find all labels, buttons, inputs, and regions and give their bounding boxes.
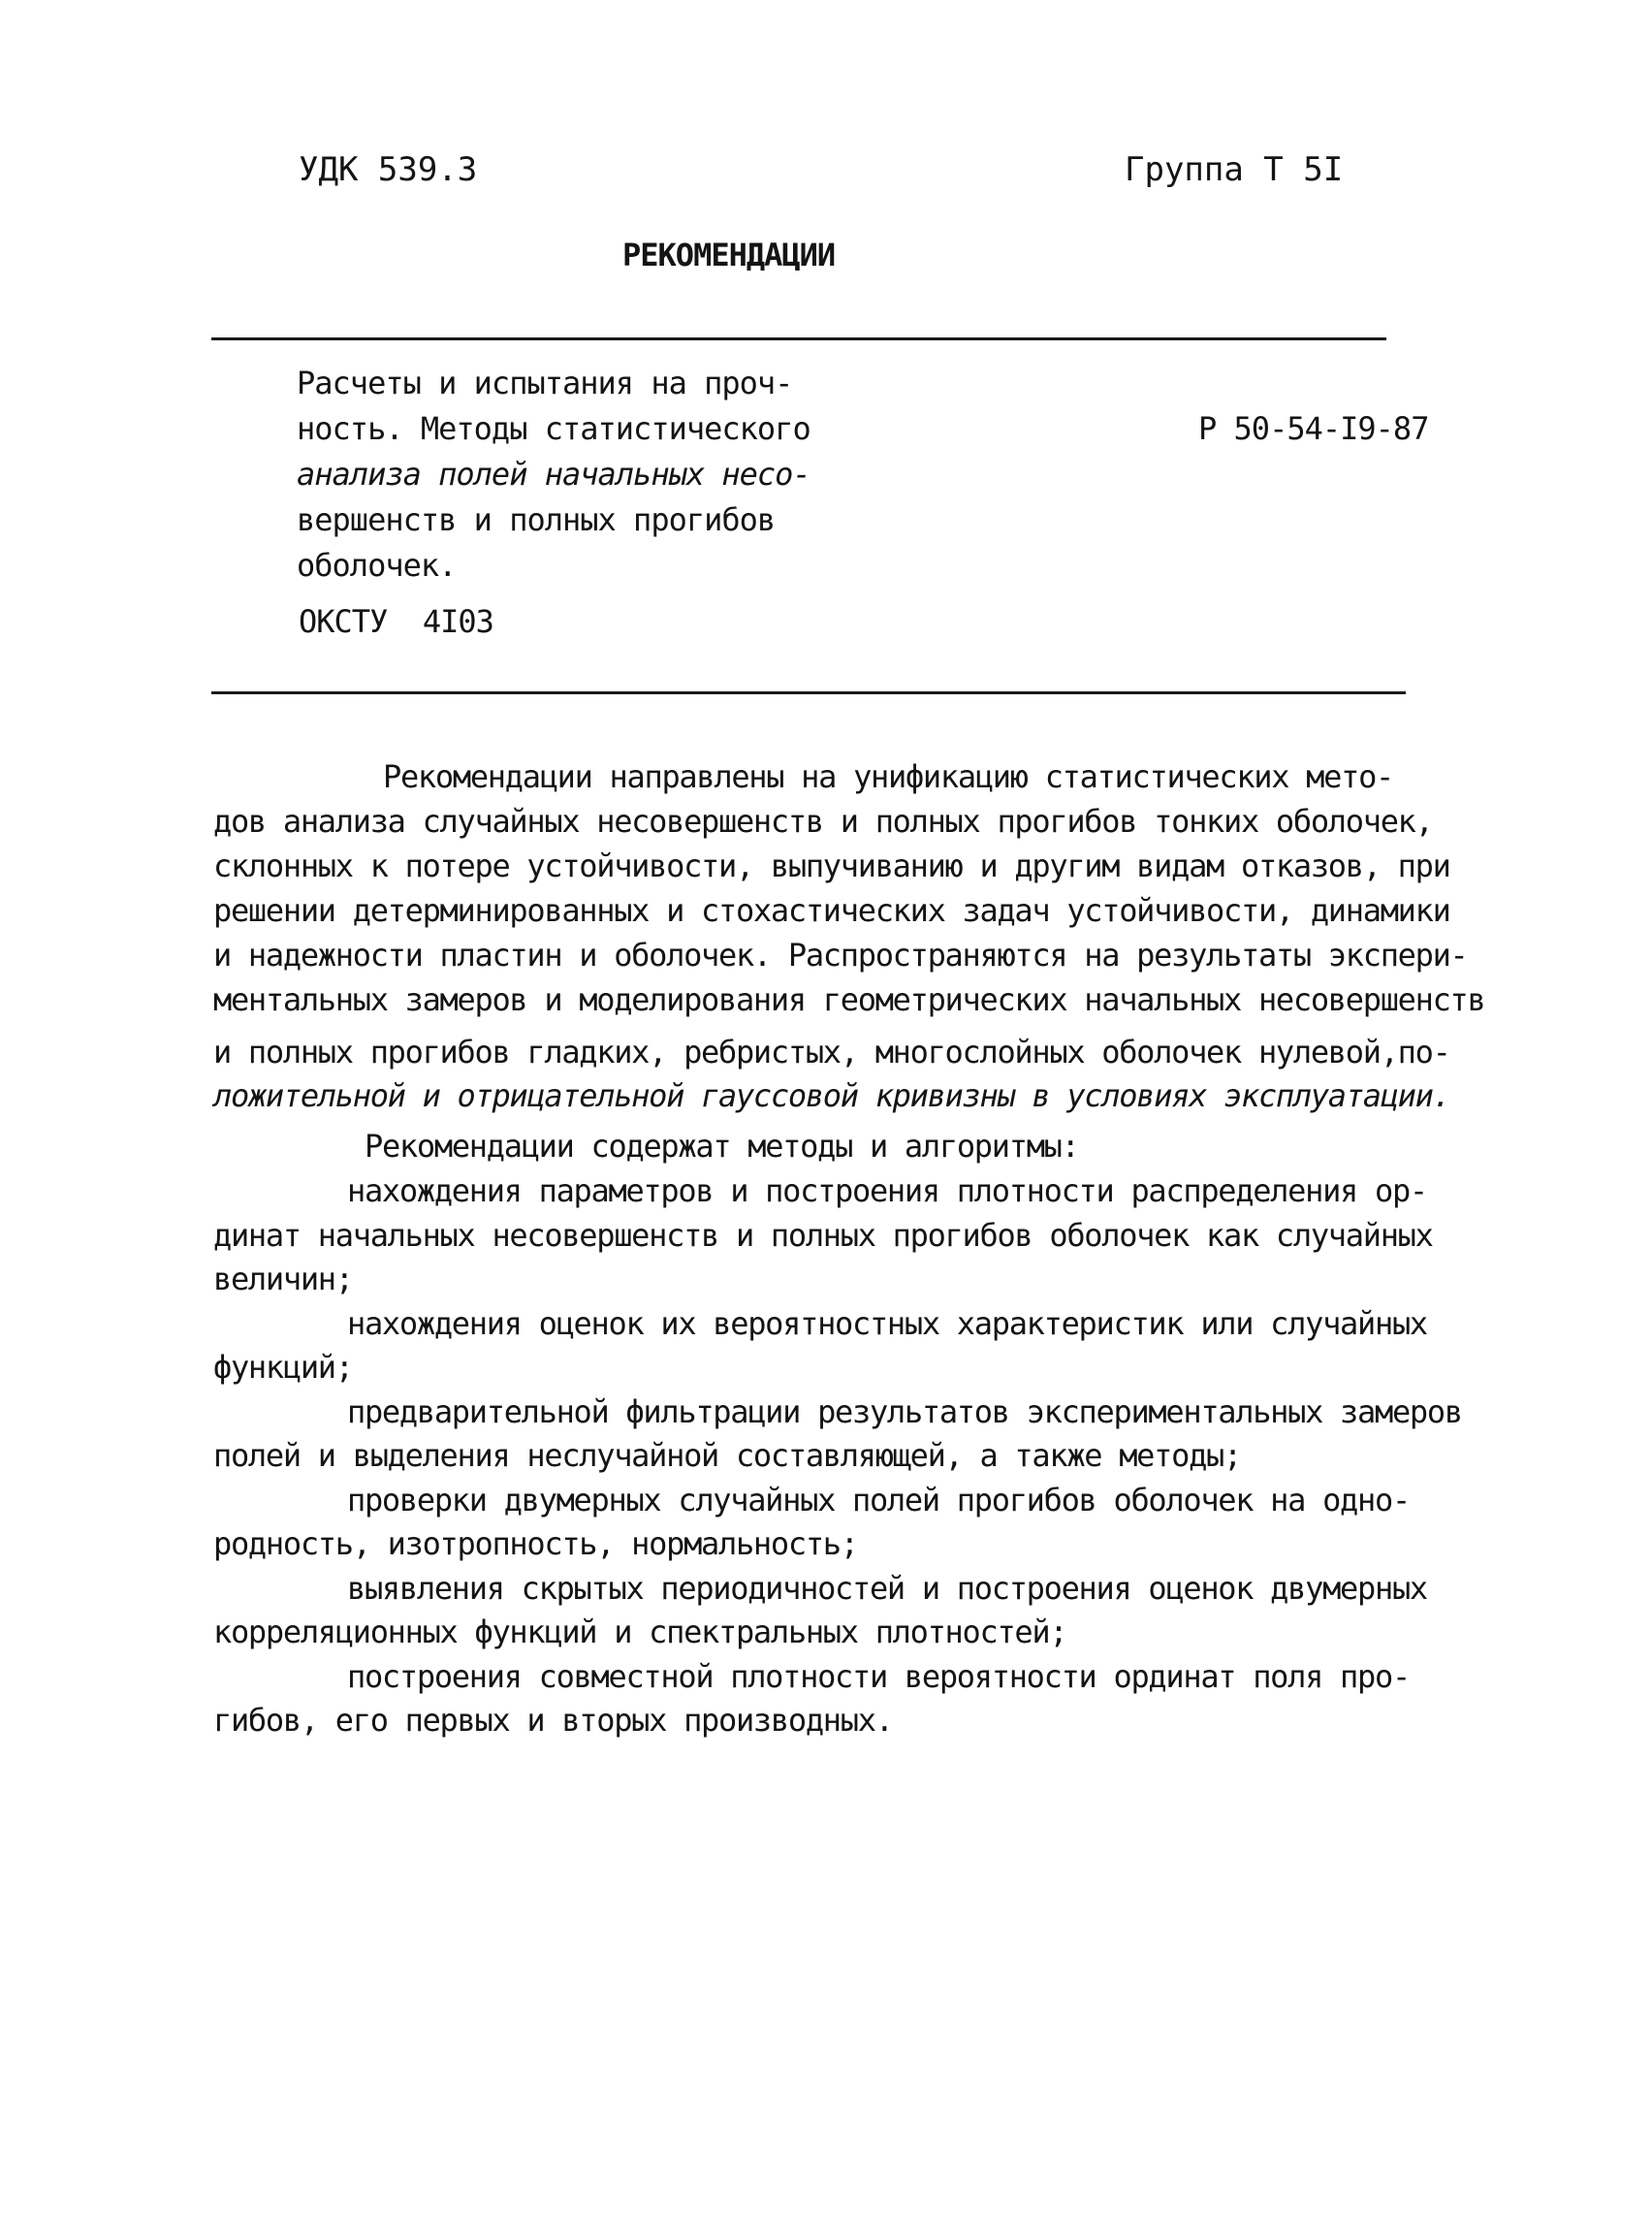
group-code: Группа Т 5I — [1125, 150, 1344, 189]
body-line: предварительной фильтрации результатов экспериментальных замеров — [347, 1393, 1462, 1430]
top-rule — [211, 337, 1386, 340]
bottom-rule — [211, 691, 1406, 694]
body-line: и полных прогибов гладких, ребристых, многослойных оболочек нулевой,по- — [213, 1034, 1450, 1071]
subject-line: анализа полей начальных несо- — [297, 456, 810, 493]
body-line: родность, изотропность, нормальность; — [213, 1525, 858, 1562]
body-line: нахождения оценок их вероятностных характеристик или случайных — [347, 1305, 1427, 1342]
body-line: нахождения параметров и построения плотности распределения ор- — [347, 1172, 1427, 1209]
body-line: корреляционных функций и спектральных плотностей; — [213, 1614, 1067, 1650]
body-line: гибов, его первых и вторых производных. — [213, 1702, 893, 1739]
subject-line: Расчеты и испытания на проч- — [297, 365, 793, 401]
body-line: решении детерминированных и стохастических задач устойчивости, динамики — [213, 892, 1450, 929]
body-line: Рекомендации направлены на унификацию статистических мето- — [383, 758, 1394, 795]
body-line: склонных к потере устойчивости, выпучиванию и другим видам отказов, при — [213, 847, 1450, 884]
body-line: полей и выделения неслучайной составляющей, а также методы; — [213, 1437, 1241, 1474]
body-line: проверки двумерных случайных полей прогибов оболочек на одно- — [347, 1482, 1410, 1518]
subject-block — [297, 361, 810, 589]
document-number: Р 50-54-I9-87 — [1198, 410, 1429, 447]
body-line: динат начальных несовершенств и полных прогибов оболочек как случайных — [213, 1217, 1433, 1254]
body-line: и надежности пластин и оболочек. Распространяются на результаты экспери- — [213, 937, 1468, 974]
body-line: ментальных замеров и моделирования геометрических начальных несовершенств — [213, 981, 1485, 1018]
oksty-code: ОКСТУ 4I03 — [299, 603, 493, 640]
body-line: ложительной и отрицательной гауссовой кривизны в условиях эксплуатации. — [213, 1077, 1450, 1114]
body-line: построения совместной плотности вероятности ординат поля про- — [347, 1658, 1410, 1695]
body-line: величин; — [213, 1261, 353, 1297]
body-line: выявления скрытых периодичностей и построения оценок двумерных — [347, 1570, 1427, 1607]
udk-code: УДК 539.3 — [299, 150, 478, 189]
subject-line: вершенств и полных прогибов — [297, 501, 776, 538]
body-line: Рекомендации содержат методы и алгоритмы: — [365, 1128, 1079, 1165]
document-title: РЕКОМЕНДАЦИИ — [622, 237, 836, 273]
body-line: функций; — [213, 1349, 353, 1386]
body-line: дов анализа случайных несовершенств и полных прогибов тонких оболочек, — [213, 803, 1433, 840]
subject-line: оболочек. — [297, 547, 457, 584]
subject-line: ность. Методы статистического — [297, 410, 810, 447]
